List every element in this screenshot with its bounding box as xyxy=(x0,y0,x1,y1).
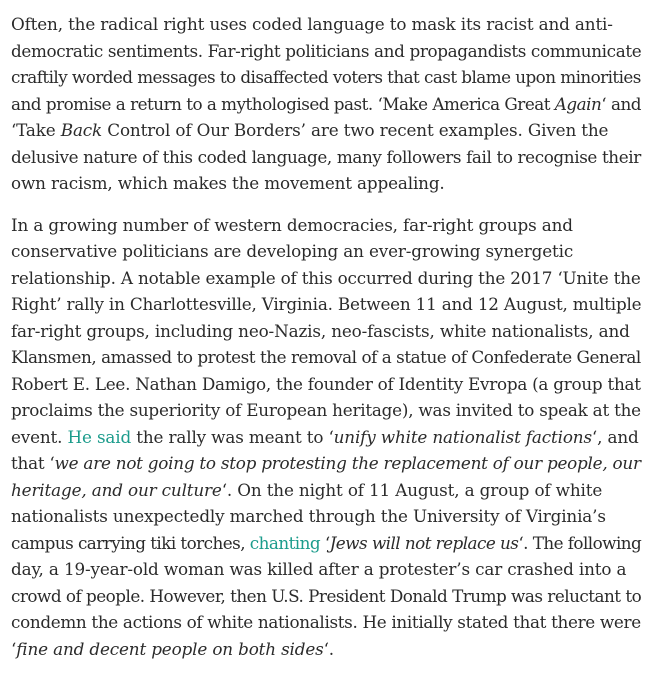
text-line: crowd of people. However, then U.S. President Donald Trump was reluctant to xyxy=(11,585,642,606)
italic-quote: unify white nationalist factions xyxy=(333,426,592,447)
text-line: conservative politicians are developing an ever-growing synergetic xyxy=(11,241,574,261)
text-segment: and promise a return to a mythologised past. ‘Make America Great xyxy=(11,93,555,114)
text-line xyxy=(11,530,641,557)
text-segment: ‘. On the night of 11 August, a group of white xyxy=(221,479,603,500)
text-segment: ‘. xyxy=(323,638,334,659)
text-segment: event. xyxy=(11,426,68,447)
text-line: far-right groups, including neo-Nazis, neo-fascists, white nationalists, and xyxy=(11,320,630,341)
text-segment: the rally was meant to ‘ xyxy=(131,426,334,447)
paragraph-coded-language xyxy=(11,11,641,197)
text-segment: ‘Take xyxy=(11,120,61,140)
italic-text: Back xyxy=(60,120,103,140)
text-segment: ‘ xyxy=(11,638,17,659)
text-line: condemn the actions of white nationalists. He initially stated that there were xyxy=(11,612,641,632)
text-line xyxy=(11,477,641,504)
text-line xyxy=(11,636,641,663)
italic-quote: heritage, and our culture xyxy=(11,479,222,500)
text-line xyxy=(11,117,641,144)
text-segment: ‘ and xyxy=(601,93,641,114)
paragraph-charlottesville xyxy=(11,212,641,663)
text-line: own racism, which makes the movement appealing. xyxy=(11,173,445,193)
italic-quote: we are not going to stop protesting the replacement of our people, our xyxy=(54,453,641,473)
text-line: proclaims the superiority of European heritage), was invited to speak at the xyxy=(11,400,641,420)
text-line: In a growing number of western democracies, far-right groups and xyxy=(11,214,573,235)
text-segment: campus carrying tiki torches, xyxy=(11,532,250,553)
text-segment: Control of Our Borders’ are two recent examples. Given the xyxy=(102,120,609,140)
he-said-link[interactable]: He said xyxy=(67,426,132,447)
text-segment: that ‘ xyxy=(11,453,55,473)
text-line xyxy=(11,91,641,118)
chanting-link[interactable]: chanting xyxy=(249,532,321,553)
text-segment: ‘, and xyxy=(591,426,639,447)
text-line: delusive nature of this coded language, many followers fail to recognise their xyxy=(11,146,641,167)
text-line: day, a 19-year-old woman was killed after a protester’s car crashed into a xyxy=(11,559,627,579)
text-line: relationship. A notable example of this occurred during the 2017 ‘Unite the xyxy=(11,267,641,288)
italic-text: Again xyxy=(554,93,602,114)
text-line: Klansmen, amassed to protest the removal of a statue of Confederate General xyxy=(11,347,641,367)
text-line: craftily worded messages to disaffected voters that cast blame upon minorities xyxy=(11,67,641,87)
text-line: democratic sentiments. Far-right politicians and propagandists communicate xyxy=(11,40,642,61)
text-line: Robert E. Lee. Nathan Damigo, the founder of Identity Evropa (a group that xyxy=(11,373,641,394)
text-line: Often, the radical right uses coded language to mask its racist and anti- xyxy=(11,14,613,34)
text-segment: ‘ xyxy=(320,532,330,553)
text-line xyxy=(11,424,641,451)
text-line: nationalists unexpectedly marched through the University of Virginia’s xyxy=(11,506,606,526)
text-line: Right’ rally in Charlottesville, Virginia. Between 11 and 12 August, multiple xyxy=(11,294,642,314)
italic-quote: fine and decent people on both sides xyxy=(16,638,324,659)
italic-quote: Jews will not replace us xyxy=(329,532,519,553)
text-segment: ‘. The following xyxy=(518,532,642,553)
text-line xyxy=(11,450,641,477)
